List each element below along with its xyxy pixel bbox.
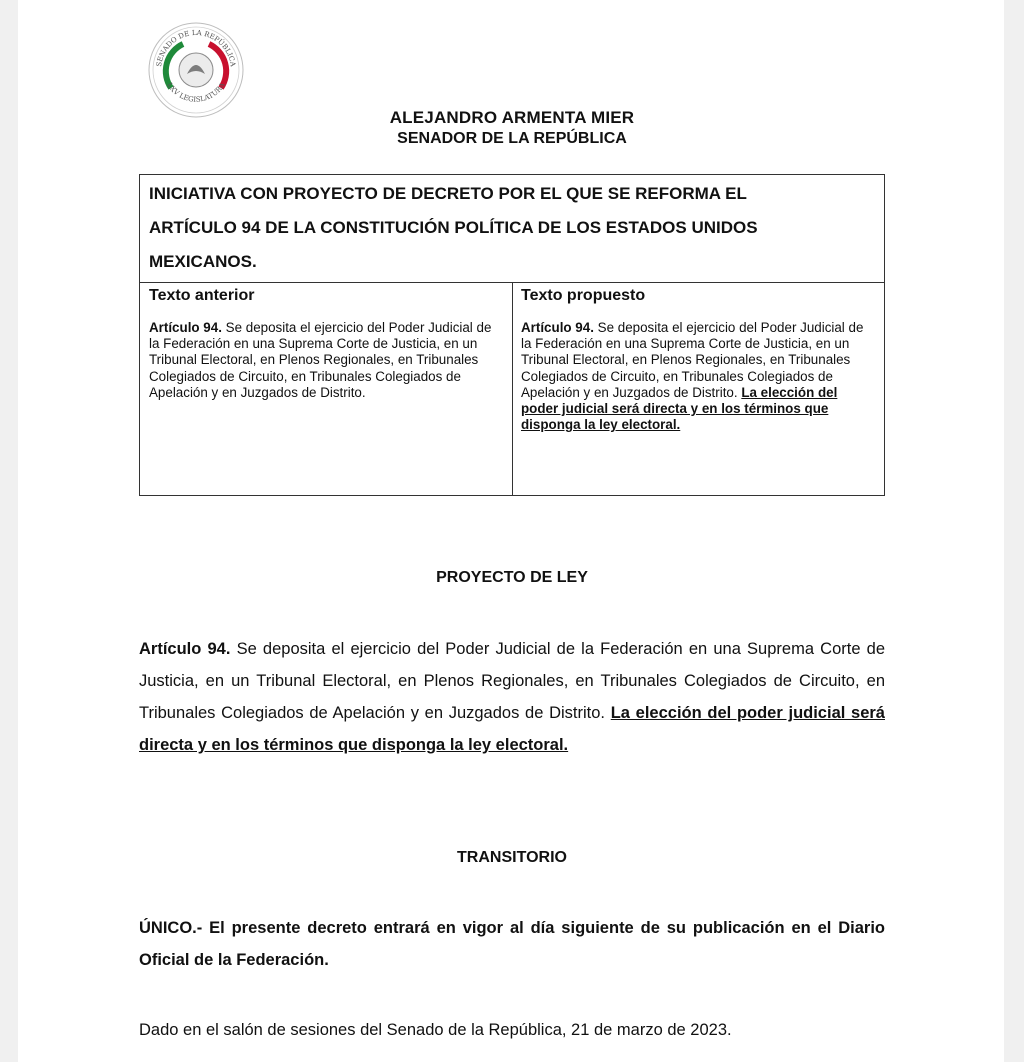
initiative-title [149,177,877,279]
transitory-article: ÚNICO.- El presente decreto entrará en vigor al día siguiente de su publicación en el Diario Oficial de la Federación. [139,919,885,969]
section-heading-proyecto: PROYECTO DE LEY [436,569,588,586]
article-body: Se deposita el ejercicio del Poder Judicial de la Federación en una Suprema Corte de Justicia, en un Tribunal Electoral, en Plenos Regionales, en Tribunales Colegiados de Circuito, en Tribunales Colegiados de Apelación y en Juzgados de Distrito. [149,320,492,400]
seal-top-text: SENADO DE LA REPÚBLICA [155,28,237,68]
column-divider [512,282,513,495]
article-body: Se deposita el ejercicio del Poder Judicial de la Federación en una Suprema Corte de Justicia, en un Tribunal Electoral, en Plenos Regionales, en Tribunales Colegiados de Circuito, en Tribunales Colegiados de Apelación y en Juzgados de Distrito. [139,640,886,722]
article-label: Artículo 94. [149,320,222,335]
closing-statement: Dado en el salón de sesiones del Senado de la República, 21 de marzo de 2023. [139,1021,732,1039]
seal-bottom-text: LXV LEGISLATURA [165,81,227,104]
column-header-previous: Texto anterior [149,287,255,304]
column-previous-text [149,286,499,401]
initiative-title-line: INICIATIVA CON PROYECTO DE DECRETO POR EL QUE SE REFORMA EL [149,184,747,203]
article-label: Artículo 94. [139,640,231,658]
proposed-addition: La elección del poder judicial será directa y en los términos que disponga la ley electoral. [139,704,885,754]
column-header-proposed: Texto propuesto [521,287,646,304]
section-heading-transitorio: TRANSITORIO [457,849,567,866]
proposed-addition: La elección del poder judicial será directa y en los términos que disponga la ley electoral. [521,384,838,433]
previous-article-text [149,320,499,401]
comparison-table [139,174,885,496]
initiative-title-line: ARTÍCULO 94 DE LA CONSTITUCIÓN POLÍTICA DE LOS ESTADOS UNIDOS [149,218,758,237]
author-name: ALEJANDRO ARMENTA MIER [389,108,635,127]
author-role: SENADOR DE LA REPÚBLICA [397,130,627,147]
article-label: Artículo 94. [521,320,594,335]
column-proposed-text [521,286,871,433]
document-page [18,0,1004,1062]
article-94-paragraph [139,633,885,761]
article-body: Se deposita el ejercicio del Poder Judicial de la Federación en una Suprema Corte de Justicia, en un Tribunal Electoral, en Plenos Regionales, en Tribunales Colegiados de Circuito, en Tribunales Colegiados de Apelación y en Juzgados de Distrito. [521,320,864,400]
initiative-title-line: MEXICANOS. [149,252,257,271]
senate-seal-logo [143,18,249,118]
proposed-article-text [521,320,871,433]
